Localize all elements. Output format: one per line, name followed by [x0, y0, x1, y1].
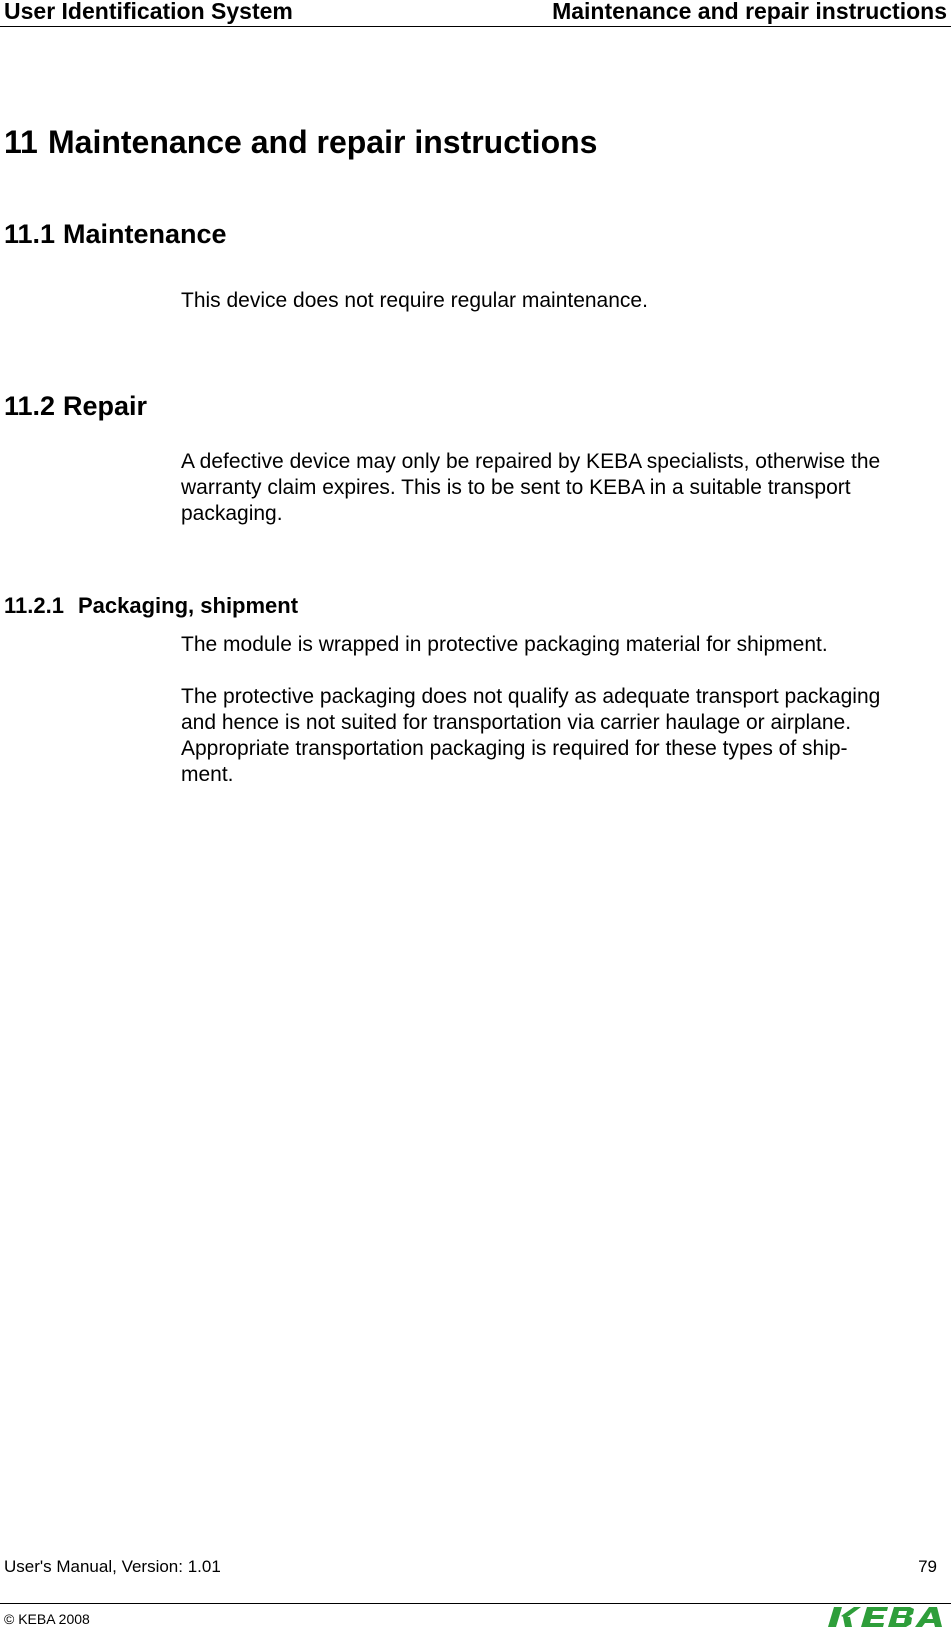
section-title: Maintenance: [63, 219, 227, 249]
header-divider: [0, 26, 951, 27]
section-number: 11.2: [4, 391, 56, 421]
packaging-paragraph-2: [181, 684, 951, 788]
paragraph-line: packaging.: [181, 502, 283, 525]
paragraph-line: The protective packaging does not qualify as adequate transport packaging: [181, 685, 881, 708]
page-number: 79: [918, 1557, 937, 1576]
maintenance-paragraph: [181, 288, 951, 314]
footer-manual-version: User's Manual, Version: 1.01: [4, 1557, 221, 1576]
chapter-heading: [4, 124, 597, 161]
section-heading-maintenance: [4, 219, 227, 250]
paragraph-line: A defective device may only be repaired by KEBA specialists, otherwise the: [181, 450, 881, 473]
footer-divider: [0, 1603, 951, 1604]
subsection-number: 11.2.1: [4, 593, 64, 618]
repair-paragraph: [181, 449, 951, 527]
subsection-title: Packaging, shipment: [78, 593, 299, 618]
chapter-title: Maintenance and repair instructions: [48, 124, 598, 160]
running-header-title: User Identification System: [4, 0, 293, 24]
subsection-heading-packaging: [4, 593, 298, 619]
chapter-number: 11: [4, 124, 38, 160]
section-heading-repair: [4, 391, 147, 422]
paragraph-line: The module is wrapped in protective packaging material for shipment.: [181, 633, 828, 656]
packaging-paragraph-1: [181, 632, 951, 658]
copyright-notice: © KEBA 2008: [4, 1611, 90, 1627]
running-header-chapter: Maintenance and repair instructions: [552, 0, 947, 24]
paragraph-line: and hence is not suited for transportation via carrier haulage or airplane.: [181, 711, 852, 734]
paragraph-line: Appropriate transportation packaging is required for these types of ship-: [181, 737, 848, 760]
section-title: Repair: [63, 391, 148, 421]
section-number: 11.1: [4, 219, 56, 249]
paragraph-line: ment.: [181, 763, 234, 786]
paragraph-line: This device does not require regular maintenance.: [181, 289, 648, 312]
keba-logo-icon: [828, 1606, 944, 1628]
paragraph-line: warranty claim expires. This is to be sent to KEBA in a suitable transport: [181, 476, 851, 499]
